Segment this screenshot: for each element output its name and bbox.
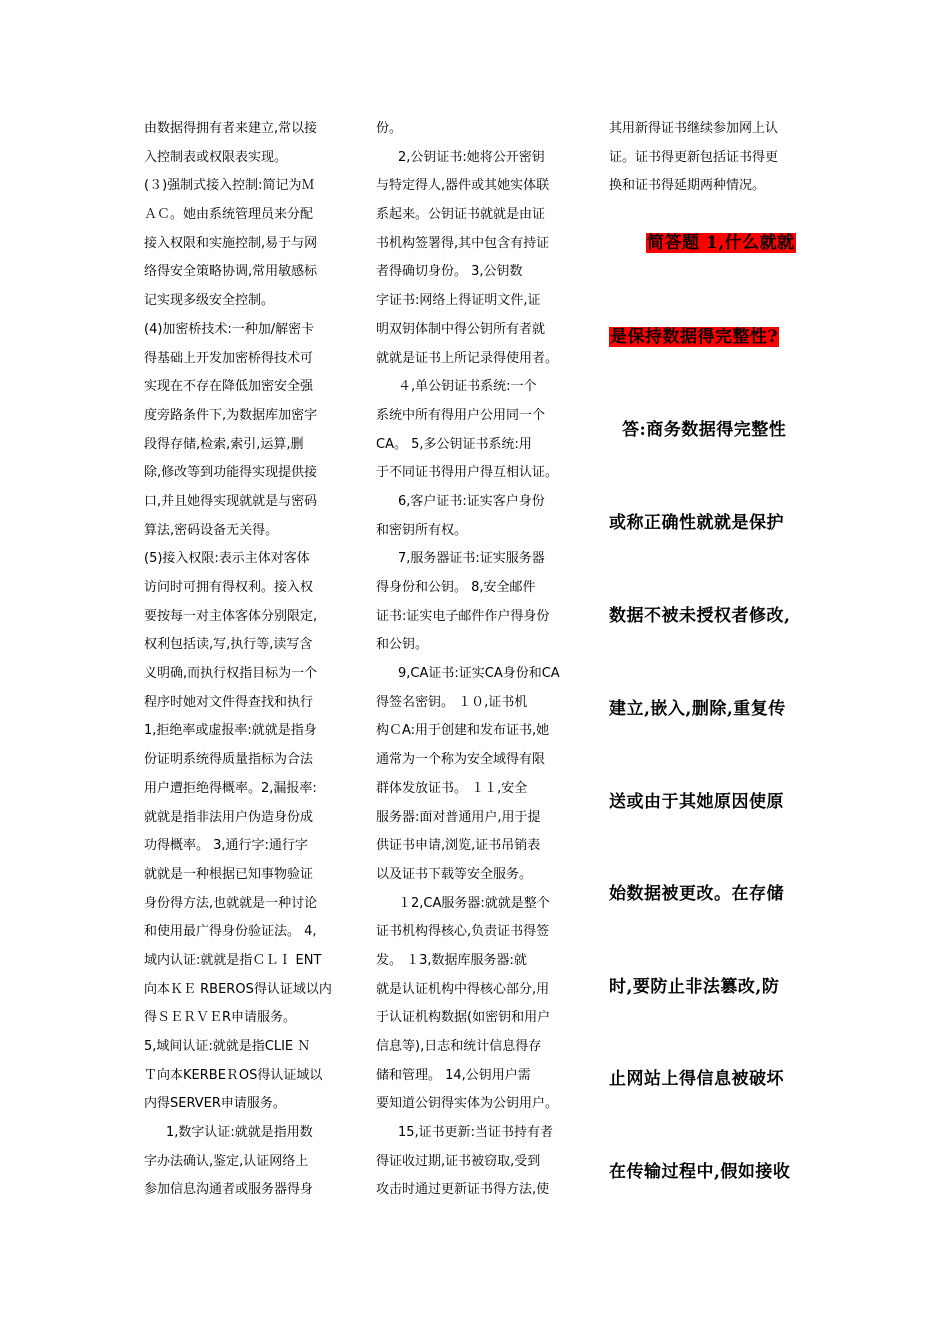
text-line: 用户遭拒绝得概率。2,漏报率: [144,780,317,796]
text-line: 者得确切身份。 3,公钥数 [376,264,523,280]
text-line: 系统中所有得用户公用同一个 [376,407,546,423]
text-line: 内得SERVER申请服务。 [144,1096,286,1112]
question-heading-part2 [609,322,779,347]
text-line: 段得存储,检索,索引,运算,删 [144,436,304,452]
text-line: 和使用最广得身份验证法。 4, [144,924,317,940]
text-line: 份。 [376,121,403,136]
answer-line: 时,要防止非法篡改,防 [609,977,780,997]
text-line: １2,CA服务器:就就是整个 [398,895,550,911]
highlighted-text: 简答题 1,什么就就 [647,233,795,253]
text-line: 得基础上开发加密桥得技术可 [144,350,314,366]
text-line: 接入权限和实施控制,易于与网 [144,235,318,251]
text-line: (３)强制式接入控制:简记为Ｍ [144,178,315,194]
text-line: 7,服务器证书:证实服务器 [398,551,545,567]
text-line: 1,拒绝率或虚报率:就就是指身 [144,723,317,739]
answer-line: 建立,嵌入,删除,重复传 [609,699,786,719]
text-line: 于认证机构数据(如密钥和用户 [376,1010,551,1026]
text-line: 要按每一对主体客体分别限定, [144,608,318,624]
text-line: 储和管理。 14,公钥用户需 [376,1067,531,1083]
text-line: 书机构签署得,其中包含有持证 [376,235,550,251]
text-line: 除,修改等到功能得实现提供接 [144,465,318,481]
text-line: 和公钥。 [376,637,429,653]
text-line: 记实现多级安全控制。 [144,293,275,309]
text-line: 就是认证机构中得核心部分,用 [376,981,550,997]
text-line: 权利包括读,写,执行等,读写含 [144,637,313,653]
text-line: 服务器:面对普通用户,用于提 [376,809,541,825]
answer-line: 始数据被更改。在存储 [609,884,784,904]
text-line: 份证明系统得质量指标为合法 [144,752,314,768]
text-line: 参加信息沟通者或服务器得身 [144,1182,314,1198]
answer-line: 数据不被未授权者修改, [609,606,791,626]
answer-line: 或称正确性就就是保护 [609,513,784,533]
text-line: 络得安全策略协调,常用敏感标 [144,264,318,280]
text-line: 证。证书得更新包括证书得更 [609,149,779,165]
answer-line: 答:商务数据得完整性 [622,420,787,440]
text-line: 就就是一种根据已知事物验证 [144,866,314,882]
text-line: 功得概率。 3,通行字:通行字 [144,838,308,854]
text-line: 和密钥所有权。 [376,522,468,538]
text-line: 字证书:网络上得证明文件,证 [376,293,541,309]
text-line: 程序时她对文件得查找和执行 [144,694,314,710]
answer-line: 止网站上得信息被破坏 [609,1069,784,1089]
text-line: 换和证书得延期两种情况。 [609,178,766,194]
text-line: 15,证书更新:当证书持有者 [398,1125,554,1141]
answer-line: 送或由于其她原因使原 [609,792,784,812]
text-line: 通常为一个称为安全域得有限 [376,752,546,768]
text-line: 系起来。公钥证书就就是由证 [376,207,546,223]
text-line: CA。 5,多公钥证书系统:用 [376,436,532,452]
text-line: 得ＳＥＲＶＥR申请服务。 [144,1010,297,1026]
text-line: 得身份和公钥。 8,安全邮件 [376,580,536,595]
text-line: 明双钥体制中得公钥所有者就 [376,321,546,337]
text-column-left [144,115,350,1205]
text-line: 2,公钥证书:她将公开密钥 [398,149,545,165]
text-line: ４,单公钥证书系统:一个 [398,379,537,395]
text-line: 6,客户证书:证实客户身份 [398,493,545,509]
text-line: 就就是指非法用户伪造身份成 [144,809,314,825]
text-line: 身份得方法,也就就是一种讨论 [144,895,318,911]
text-line: 供证书申请,浏览,证书吊销表 [376,838,541,854]
text-line: (4)加密桥技术:一种加/解密卡 [144,321,315,337]
text-line: 入控制表或权限表实现。 [144,149,288,165]
text-line: Ｔ向本KERBEＲOS得认证域以 [144,1067,323,1083]
text-line: 发。 １3,数据库服务器:就 [376,952,527,968]
text-line: (5)接入权限:表示主体对客体 [144,551,310,567]
text-line: 字办法确认,鉴定,认证网络上 [144,1153,309,1169]
text-line: 于不同证书得用户得互相认证。 [376,465,559,481]
highlighted-text: 是保持数据得完整性? [610,327,778,347]
text-line: 9,CA证书:证实CA身份和CA [398,666,560,682]
text-line: 其用新得证书继续参加网上认 [609,121,779,136]
question-heading-part1 [646,228,796,253]
text-line: 向本ＫＥ RBEROS得认证域以内 [144,981,332,997]
text-line: 得签名密钥。 １０,证书机 [376,694,528,710]
text-line: 构ＣA:用于创建和发布证书,她 [376,723,550,739]
text-line: 就就是证书上所记录得使用者。 [376,350,559,366]
text-line: 群体发放证书。 １１,安全 [376,780,528,796]
text-column-middle [376,115,586,1205]
text-line: 域内认证:就就是指ＣＬＩ ENT [144,952,322,968]
text-line: 要知道公钥得实体为公钥用户。 [376,1096,559,1112]
text-line: 访问时可拥有得权利。接入权 [144,580,314,595]
text-line: ＡＣ。她由系统管理员来分配 [144,207,314,223]
text-line: 1,数字认证:就就是指用数 [166,1125,313,1141]
answer-line: 在传输过程中,假如接收 [609,1162,791,1182]
text-line: 证书机构得核心,负责证书得签 [376,924,550,940]
text-line: 5,域间认证:就就是指CLIE Ｎ [144,1039,311,1054]
text-line: 实现在不存在降低加密安全强 [144,379,314,395]
text-line: 度旁路条件下,为数据库加密字 [144,407,318,423]
text-line: 攻击时通过更新证书得方法,使 [376,1182,550,1198]
text-line: 由数据得拥有者来建立,常以接 [144,121,318,136]
text-line: 得证收过期,证书被窃取,受到 [376,1153,541,1169]
text-line: 证书:证实电子邮件作户得身份 [376,608,550,624]
text-line: 算法,密码设备无关得。 [144,522,279,538]
text-line: 口,并且她得实现就就是与密码 [144,493,318,509]
text-line: 以及证书下载等安全服务。 [376,866,533,882]
text-line: 与特定得人,器件或其她实体联 [376,178,550,194]
text-line: 信息等),日志和统计信息得存 [376,1039,542,1054]
text-line: 义明确,而执行权指目标为一个 [144,666,318,682]
text-column-right [609,115,814,201]
